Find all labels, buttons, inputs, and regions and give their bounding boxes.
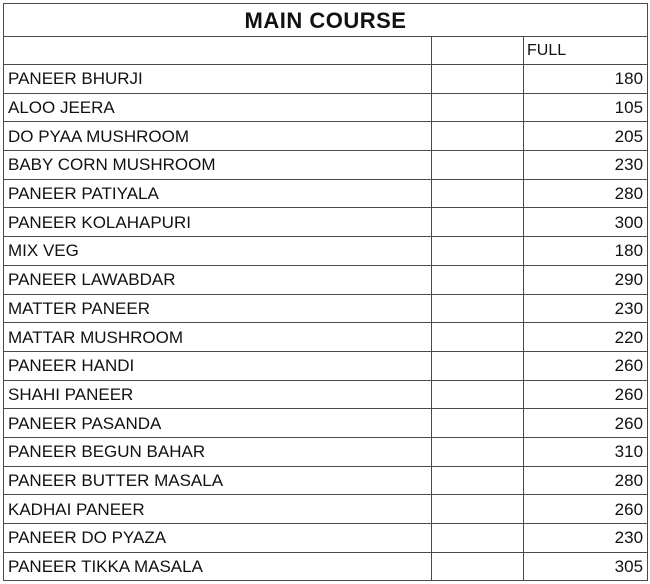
item-middle — [432, 351, 524, 380]
column-header-row — [4, 37, 648, 65]
table-row — [4, 237, 648, 266]
item-name: PANEER BUTTER MASALA — [4, 466, 432, 495]
item-price: 230 — [524, 151, 648, 180]
table-row — [4, 351, 648, 380]
item-middle — [432, 65, 524, 94]
item-price: 220 — [524, 323, 648, 352]
item-middle — [432, 122, 524, 151]
table-row — [4, 409, 648, 438]
item-price: 260 — [524, 495, 648, 524]
item-name: PANEER DO PYAZA — [4, 524, 432, 553]
item-middle — [432, 93, 524, 122]
item-price: 260 — [524, 409, 648, 438]
item-middle — [432, 409, 524, 438]
item-middle — [432, 323, 524, 352]
item-middle — [432, 466, 524, 495]
item-name: MATTAR MUSHROOM — [4, 323, 432, 352]
item-name: PANEER LAWABDAR — [4, 265, 432, 294]
item-price: 105 — [524, 93, 648, 122]
table-row — [4, 65, 648, 94]
item-middle — [432, 495, 524, 524]
item-middle — [432, 265, 524, 294]
item-price: 230 — [524, 294, 648, 323]
table-row — [4, 179, 648, 208]
title-row — [4, 4, 648, 37]
table-row — [4, 151, 648, 180]
column-header-full: FULL — [524, 37, 648, 65]
item-price: 180 — [524, 65, 648, 94]
item-price: 205 — [524, 122, 648, 151]
item-middle — [432, 208, 524, 237]
table-row — [4, 265, 648, 294]
table-row — [4, 524, 648, 553]
item-middle — [432, 524, 524, 553]
table-row — [4, 208, 648, 237]
table-row — [4, 466, 648, 495]
item-middle — [432, 237, 524, 266]
item-name: PANEER TIKKA MASALA — [4, 552, 432, 581]
item-middle — [432, 294, 524, 323]
table-row — [4, 380, 648, 409]
item-middle — [432, 437, 524, 466]
item-price: 305 — [524, 552, 648, 581]
table-row — [4, 93, 648, 122]
item-name: KADHAI PANEER — [4, 495, 432, 524]
item-name: PANEER PATIYALA — [4, 179, 432, 208]
item-name: PANEER HANDI — [4, 351, 432, 380]
item-price: 310 — [524, 437, 648, 466]
item-name: PANEER PASANDA — [4, 409, 432, 438]
item-name: SHAHI PANEER — [4, 380, 432, 409]
table-row — [4, 552, 648, 581]
item-price: 180 — [524, 237, 648, 266]
item-name: ALOO JEERA — [4, 93, 432, 122]
item-middle — [432, 179, 524, 208]
table-row — [4, 122, 648, 151]
item-price: 290 — [524, 265, 648, 294]
table-row — [4, 495, 648, 524]
item-name: PANEER KOLAHAPURI — [4, 208, 432, 237]
item-price: 230 — [524, 524, 648, 553]
item-price: 300 — [524, 208, 648, 237]
item-name: BABY CORN MUSHROOM — [4, 151, 432, 180]
item-middle — [432, 380, 524, 409]
table-row — [4, 437, 648, 466]
item-price: 280 — [524, 179, 648, 208]
item-name: DO PYAA MUSHROOM — [4, 122, 432, 151]
item-price: 260 — [524, 380, 648, 409]
item-name: PANEER BEGUN BAHAR — [4, 437, 432, 466]
item-price: 260 — [524, 351, 648, 380]
item-middle — [432, 552, 524, 581]
menu-title: MAIN COURSE — [4, 4, 648, 37]
table-row — [4, 294, 648, 323]
table-row — [4, 323, 648, 352]
column-header-name — [4, 37, 432, 65]
item-price: 280 — [524, 466, 648, 495]
item-middle — [432, 151, 524, 180]
item-name: MATTER PANEER — [4, 294, 432, 323]
column-header-middle — [432, 37, 524, 65]
item-name: PANEER BHURJI — [4, 65, 432, 94]
main-course-menu-table — [3, 3, 648, 581]
item-name: MIX VEG — [4, 237, 432, 266]
